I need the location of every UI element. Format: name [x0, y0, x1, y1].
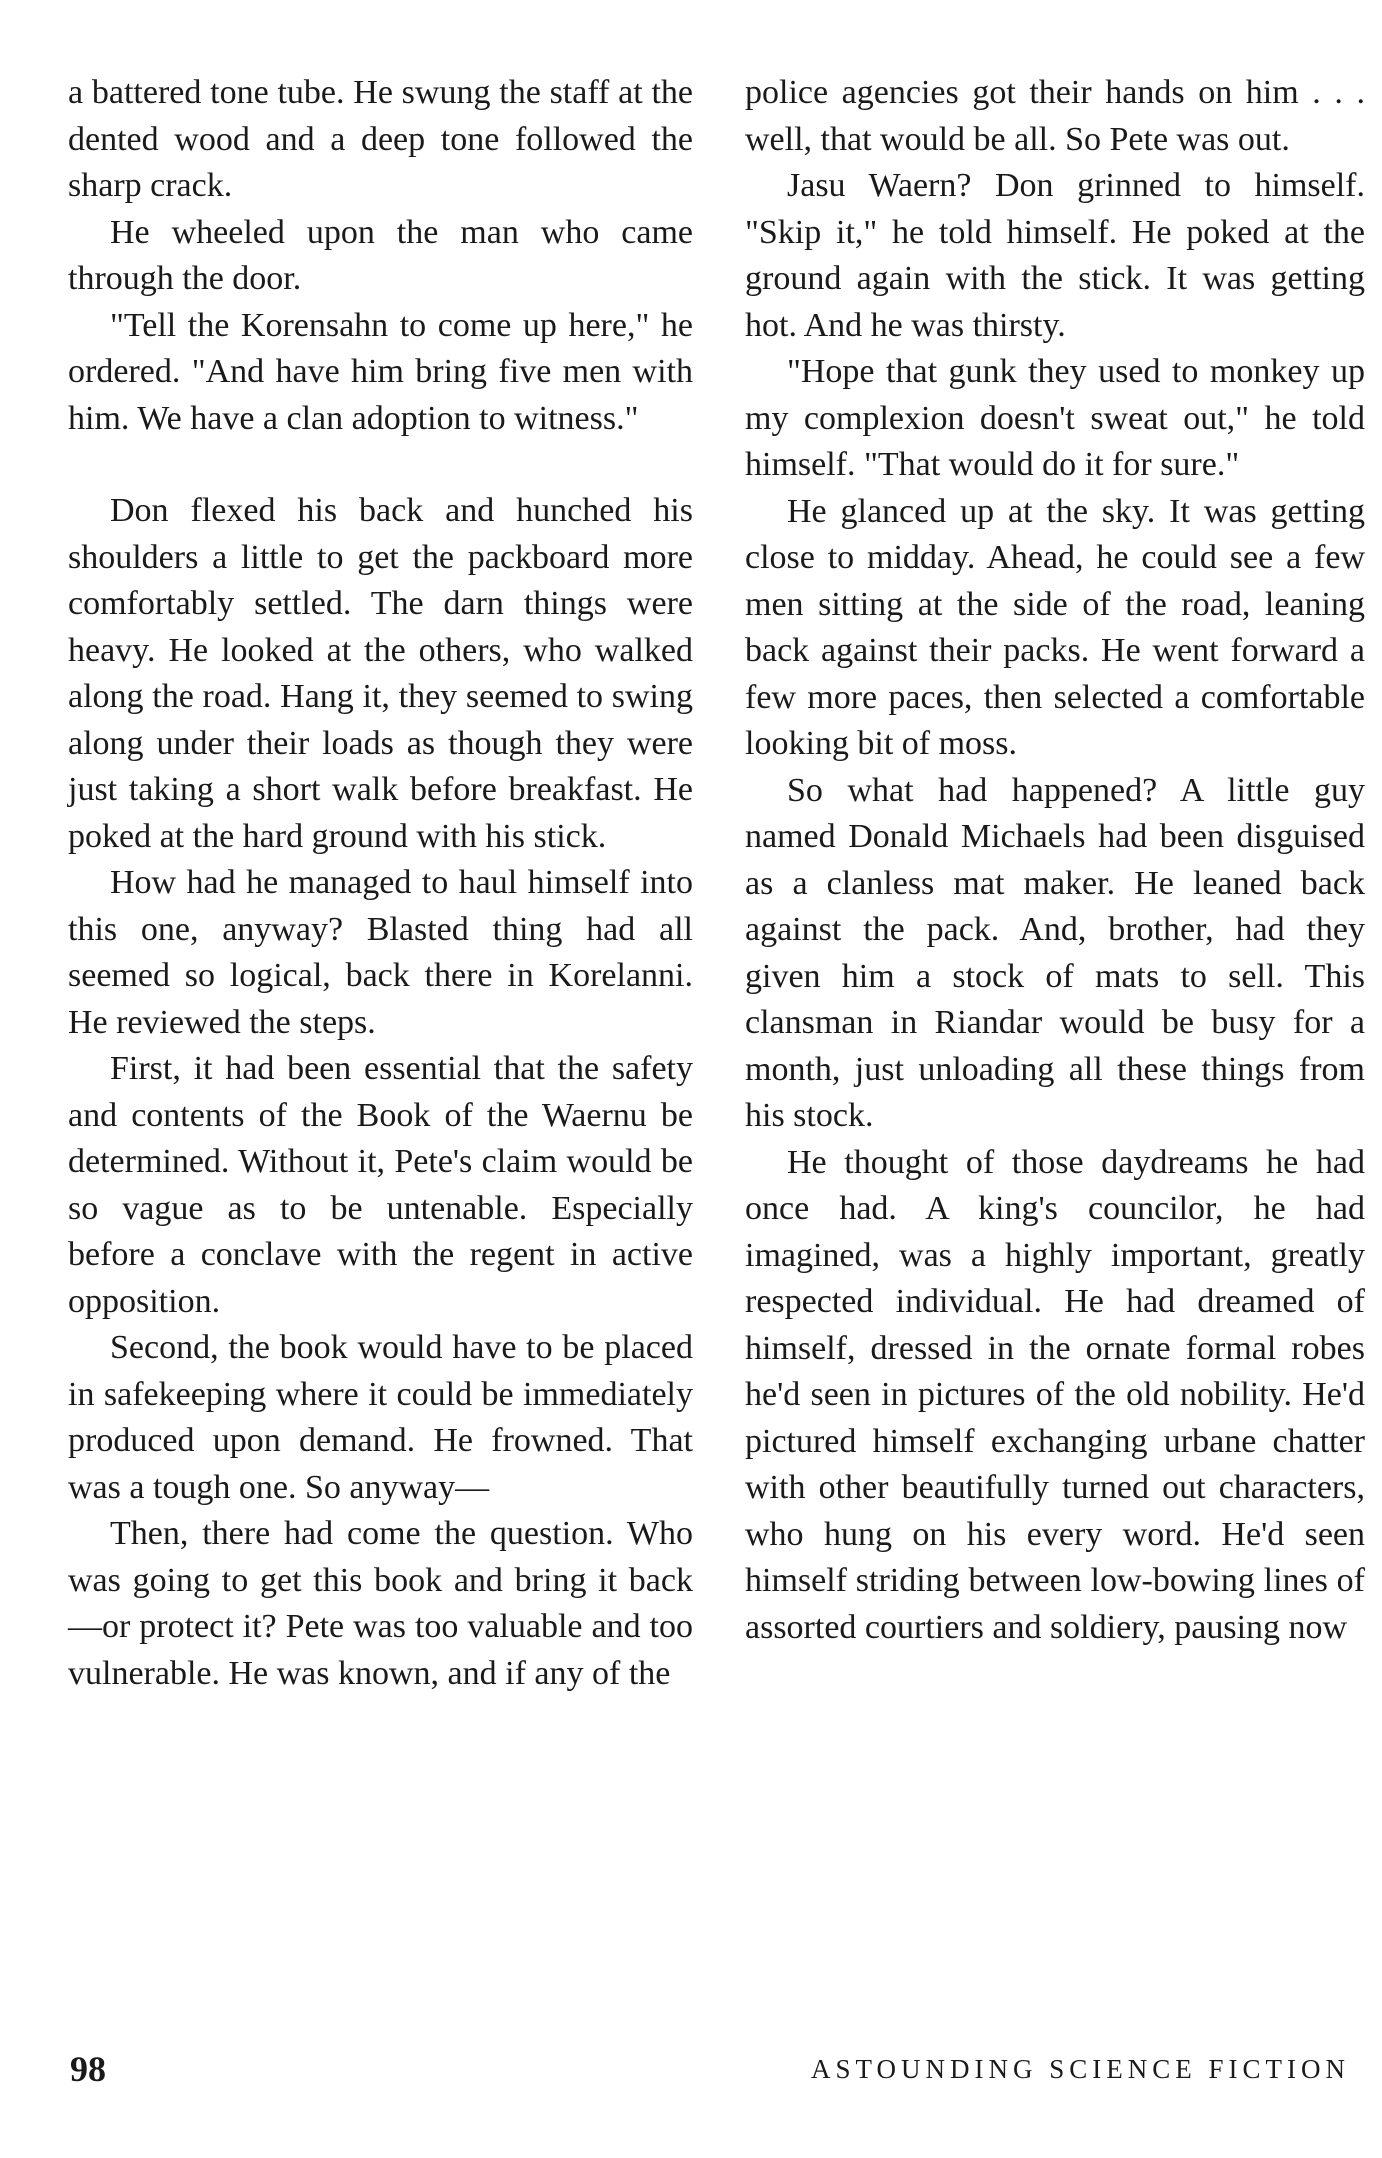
paragraph: police agencies got their hands on him . . . well, that would be all. So Pete was out. [745, 74, 1365, 158]
paragraph: He wheeled upon the man who came through the door. [68, 213, 693, 297]
paragraph: Then, there had come the question. Who was going to get this book and bring it back—or protect it? Pete was too valuable and too vulnerable. He was known, and if any of the [68, 1515, 693, 1692]
paragraph: How had he managed to haul himself into this one, anyway? Blasted thing had all seemed so logical, back there in Korelanni. He reviewed the steps. [68, 864, 693, 1041]
paragraph: So what had happened? A little guy named Donald Michaels had been disguised as a clanless mat maker. He leaned back against the pack. And, brother, had they given him a stock of mats to sell. This clansman in Riandar would be busy for a month, just unloading all these things from his stock. [745, 771, 1365, 1134]
page-footer [0, 2048, 1382, 2098]
paragraph: Second, the book would have to be placed in safekeeping where it could be immediately produced upon demand. He frowned. That was a tough one. So anyway— [68, 1329, 693, 1506]
paragraph: Jasu Waern? Don grinned to himself. "Skip it," he told himself. He poked at the ground again with the stick. It was getting hot. And he was thirsty. [745, 167, 1365, 344]
paragraph: "Tell the Korensahn to come up here," he ordered. "And have him bring five men with him. We have a clan adoption to witness." [68, 306, 693, 437]
page-number: 98 [70, 2049, 106, 2089]
left-column [68, 70, 693, 1697]
paragraph: "Hope that gunk they used to monkey up my complexion doesn't sweat out," he told himself. "That would do it for sure." [745, 353, 1365, 483]
paragraph: First, it had been essential that the safety and contents of the Book of the Waernu be determined. Without it, Pete's claim would be so vague as to be untenable. Especially before a conclave with the regent in active opposition. [68, 1050, 693, 1320]
magazine-title: ASTOUNDING SCIENCE FICTION [810, 2054, 1350, 2084]
paragraph: He thought of those daydreams he had once had. A king's councilor, he had imagined, was a highly important, greatly respected individual. He had dreamed of himself, dressed in the ornate formal robes he'd seen in pictures of the old nobility. He'd pictured himself exchanging urbane chatter with other beautifully turned out characters, who hung on his every word. He'd seen himself striding between low-bowing lines of assorted courtiers and soldiery, pausing now [745, 1143, 1365, 1646]
right-column [745, 70, 1365, 1651]
paragraph: He glanced up at the sky. It was getting close to midday. Ahead, he could see a few men sitting at the side of the road, leaning back against their packs. He went forward a few more paces, then selected a comfortable looking bit of moss. [745, 492, 1365, 762]
paragraph: Don flexed his back and hunched his shoulders a little to get the packboard more comfortably settled. The darn things were heavy. He looked at the others, who walked along the road. Hang it, they seemed to swing along under their loads as though they were just taking a short walk before breakfast. He poked at the hard ground with his stick. [68, 492, 693, 855]
paragraph: a battered tone tube. He swung the staff at the dented wood and a deep tone followed the sharp crack. [68, 74, 693, 204]
